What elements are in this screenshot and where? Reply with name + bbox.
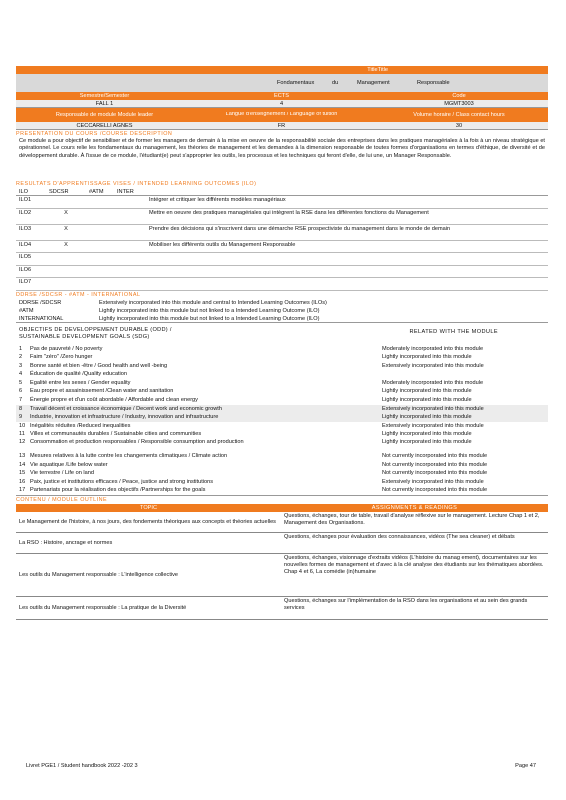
ilo-code: ILO3 <box>19 225 32 232</box>
sdg-related-label: RELATED WITH THE MODULE <box>409 328 498 335</box>
legend-row <box>16 307 548 315</box>
ilo-description: Intégrer et critiquer les différents modèles managériaux <box>149 197 286 203</box>
sdg-number: 6 <box>19 388 23 395</box>
ilo-col-atm: #ATM <box>89 189 104 195</box>
semester-header-row <box>16 92 548 100</box>
ilo-description <box>146 253 548 265</box>
sdg-goal: Inégalités réduites /Reduced inequalities <box>30 422 131 429</box>
sdg-number: 11 <box>19 431 25 438</box>
sdg-goal: Mesures relatives à la lutte contre les changements climatiques / Climate action <box>30 453 228 460</box>
ilo-description: Mettre en oeuvre des pratiques managériales qui intègrent la RSE dans les différentes fonctions du Management <box>149 209 429 216</box>
content-topic: La RSO : Histoire, ancrage et normes <box>19 539 113 546</box>
legend-heading: DDRSE /SDCSR - #ATM - INTERNATIONAL <box>16 291 141 298</box>
sdg-level: Lightly incorporated into this module <box>382 354 472 361</box>
sdg-number: 13 <box>19 453 26 460</box>
sdg-level: Lightly incorporated into this module <box>382 414 472 421</box>
sdg-row <box>16 396 548 405</box>
sdg-row <box>16 422 548 431</box>
sdg-number: 5 <box>19 379 23 386</box>
course-sheet <box>16 66 548 620</box>
sdg-level: Moderately incorporated into this module <box>382 345 484 352</box>
sdg-row <box>16 345 548 354</box>
sdg-level: Not currently incorporated into this module <box>382 470 488 477</box>
sdg-row <box>16 362 548 371</box>
ilo-row <box>16 225 548 241</box>
ilo-description: Prendre des décisions qui s'inscrivent dans une démarche RSE prospectiviste du management dans le monde de demain <box>149 225 451 232</box>
ilo-col-sdcsr: SDCSR <box>49 189 69 195</box>
content-topic: Les outils du Management responsable : La pratique de la Diversité <box>19 604 187 611</box>
ilo-row <box>16 266 548 279</box>
course-title-word-1: Fondamentaux <box>277 79 315 86</box>
sdg-number: 10 <box>19 422 26 429</box>
sdg-goal: Travail décent et croissance économique / Decent work and economic growth <box>30 405 222 412</box>
sdg-row <box>16 486 548 496</box>
ilo-mark: X <box>64 209 68 216</box>
ilo-mark: X <box>64 225 68 232</box>
sdg-goal: Bonne santé et bien -être / Good health and well -being <box>30 362 168 369</box>
ilo-row <box>16 209 548 225</box>
sdg-level: Not currently incorporated into this module <box>382 453 488 460</box>
sdg-level: Extensively incorporated into this module <box>382 422 484 429</box>
responsible-value-row <box>16 122 548 130</box>
sdg-goal: Egalité entre les sexes / Gender equality <box>30 379 131 386</box>
course-title-word-2: du <box>332 79 339 86</box>
sdg-goal: Eau propre et assainissement /Clean water and sanitation <box>30 388 174 395</box>
sdg-goal: Éducation de qualité /Quality education <box>30 371 128 378</box>
legend-row <box>16 315 548 323</box>
sdg-level: Lightly incorporated into this module <box>382 397 472 404</box>
sdg-number: 8 <box>19 405 23 412</box>
sdg-row <box>16 452 548 461</box>
content-row <box>16 554 548 597</box>
sdg-number: 2 <box>19 354 23 361</box>
ilo-row <box>16 253 548 266</box>
sdg-level: Extensively incorporated into this module <box>382 478 484 485</box>
ilo-column-header <box>16 188 548 196</box>
sdg-number: 12 <box>19 439 26 446</box>
legend-text: Lightly incorporated into this module but not linked to a Intended Learning Outcome (ILO) <box>99 307 320 314</box>
assignments-label: ASSIGNMENTS & READINGS <box>371 505 458 511</box>
sdg-level: Lightly incorporated into this module <box>382 439 472 446</box>
sdg-row <box>16 413 548 422</box>
course-title-word-4: Responsable <box>417 79 450 86</box>
sdg-number: 16 <box>19 478 26 485</box>
sdg-row <box>16 469 548 478</box>
ilo-col-inter: INTER <box>117 189 134 195</box>
sdg-row <box>16 461 548 470</box>
sdg-row <box>16 370 548 379</box>
code-value: MGMT3003 <box>444 101 474 107</box>
ilo-mark: X <box>64 241 68 248</box>
sdg-goal: Vie terrestre / Life on land <box>30 470 94 477</box>
legend-key: INTERNATIONAL <box>19 315 64 322</box>
sdg-goal: Partenariats pour la réalisation des objectifs /Partnerships for the goals <box>30 487 206 494</box>
responsible-label: Responsable de module Module leader <box>55 111 154 118</box>
sdg-row <box>16 405 548 414</box>
sdg-row <box>16 430 548 439</box>
ilo-table <box>16 196 548 291</box>
language-value: FR <box>277 123 286 129</box>
ilo-code: ILO2 <box>19 209 32 216</box>
ilo-code: ILO4 <box>19 241 32 248</box>
hours-label: Volume horaire / Class contact hours <box>413 111 505 118</box>
ilo-code: ILO7 <box>19 279 32 285</box>
sdg-goal: Paix, justice et institutions efficaces / Peace, justice and strong institutions <box>30 478 214 485</box>
sdg-goal: Industrie, innovation et infrastructure / Industry, innovation and infrastructure <box>30 414 219 421</box>
ilo-heading: RESULTATS D'APPRENTISSAGE VISES / INTENDED LEARNING OUTCOMES (ILO) <box>16 181 257 187</box>
presentation-text: Ce module a pour objectif de sensibiliser et de former les managers de demain à la mise en oeuvre de la responsabilité sociale des entreprises dans les pratiques managériales à la fois à un niveau stratégique et opérationnel. Le cours relie les fondamentaux du management, les théories de management et les demandes à la dimension responsable de toutes formes d'organisations en termes d'éthique, de diversité et de développement durable. À l'issue de ce module, l'étudiant(e) peut s'approprier les outils, les processus et les techniques qui feront d'elle, de lui une, un Manager Responsable. <box>19 138 545 159</box>
sdg-number: 14 <box>19 461 26 468</box>
language-label: Langue d'enseignement / Language of tuition <box>225 112 338 118</box>
legend-key: DDRSE /SDCSR <box>19 299 62 306</box>
content-header-row <box>16 504 548 512</box>
content-assignment: Questions, échanges, visionnage d'extraits vidéos (L'histoire du manag ement), documentaires sur les nouvelles formes de management et d'avec à la clé analyse des étudiants sur les thématiques abordées. Chap 4 et 6, La comédie (in)humaine <box>284 555 544 575</box>
sdg-number: 9 <box>19 414 23 421</box>
sdg-level: Not currently incorporated into this module <box>382 487 488 494</box>
sdg-number: 17 <box>19 487 26 494</box>
sdg-number: 7 <box>19 397 23 404</box>
footer-handbook: Livret PGE1 / Student handbook 2022 -202 3 <box>26 763 138 769</box>
topic-label: TOPIC <box>140 505 157 511</box>
sdg-level: Extensively incorporated into this module <box>382 405 484 412</box>
ilo-code: ILO1 <box>19 197 32 203</box>
content-row <box>16 512 548 533</box>
ilo-description <box>146 266 548 278</box>
content-topic: Le Management de l'histoire, à nos jours, des fondements théoriques aux concepts et théories actuelles <box>19 518 276 525</box>
sdg-level: Not currently incorporated into this module <box>382 461 488 468</box>
content-heading: CONTENU / MODULE OUTLINE <box>16 497 108 503</box>
semester-label: Semestre/Semester <box>79 93 130 99</box>
sdg-goal: Vie aquatique /Life below water <box>30 461 108 468</box>
ilo-mark <box>46 196 86 208</box>
sdg-number: 1 <box>19 345 23 352</box>
presentation-heading: PRESENTATION DU COURS /COURSE DESCRIPTION <box>16 131 173 137</box>
hours-value: 30 <box>455 123 463 129</box>
ilo-col-ilo: ILO <box>19 189 29 195</box>
ects-label: ECTS <box>274 93 289 99</box>
ilo-row <box>16 241 548 254</box>
sdg-goal: Consommation et production responsables / Responsible consumption and production <box>30 439 244 446</box>
sdg-row <box>16 353 548 362</box>
course-title-row <box>16 74 548 92</box>
ilo-mark <box>46 278 86 290</box>
sdg-level: Lightly incorporated into this module <box>382 431 472 438</box>
page-footer <box>26 763 536 769</box>
legend-row <box>16 299 548 307</box>
title-label: TitleTitle <box>367 67 388 73</box>
content-assignment: Questions, échanges sur l'implémentation de la RSO dans les organisations et au sein des grands services <box>284 598 528 611</box>
title-bar <box>16 66 548 74</box>
legend-text: Lightly incorporated into this module but not linked to a Intended Learning Outcome (ILO) <box>99 315 320 322</box>
content-assignment: Questions, échanges pour évaluation des connaissances, vidéos (The sea cleaner) et débats <box>284 534 515 540</box>
sdg-goal: Pas de pauvreté / No poverty <box>30 345 103 352</box>
sdg-goal: Villes et communautés durables / Sustainable cities and communities <box>30 431 202 438</box>
responsible-value: CECCARELLI AGNES <box>76 123 133 129</box>
content-assignment: Questions, échanges, tour de table, travail d'analyse réflexive sur le management. Lecture Chap 1 et 2, Management des Organisations. <box>284 513 540 526</box>
sdg-table <box>16 345 548 497</box>
sdg-row <box>16 478 548 487</box>
ilo-description: Mobiliser les différents outils du Management Responsable <box>149 241 296 248</box>
semester-value: FALL 1 <box>95 101 114 107</box>
sdg-goal: Faim "zéro" /Zero hunger <box>30 354 93 361</box>
ilo-description <box>146 278 548 290</box>
sdg-number: 15 <box>19 470 26 477</box>
content-topic: Les outils du Management responsable : L'intelligence collective <box>19 571 179 578</box>
ilo-row <box>16 196 548 209</box>
content-row <box>16 533 548 554</box>
responsible-header-row <box>16 108 548 122</box>
legend-text: Extensively incorporated into this module and central to Intended Learning Outcomes (ILOs) <box>99 299 327 306</box>
sdg-level: Lightly incorporated into this module <box>382 388 472 395</box>
ects-value: 4 <box>279 101 284 107</box>
sdg-heading: OBJECTIFS DE DEVELOPPEMENT DURABLE (ODD) / SUSTAINABLE DEVELOPMENT GOALS (SDG) <box>19 326 172 341</box>
ilo-code: ILO6 <box>19 266 32 273</box>
sdg-level: Moderately incorporated into this module <box>382 379 484 386</box>
footer-page-number: Page 47 <box>515 763 536 769</box>
sdg-number: 4 <box>19 371 23 378</box>
content-row <box>16 597 548 620</box>
course-title-word-3: Management <box>357 79 390 86</box>
ilo-mark <box>46 266 86 278</box>
sdg-level: Extensively incorporated into this module <box>382 362 484 369</box>
sdg-row <box>16 387 548 396</box>
sdg-goal: Énergie propre et d'un coût abordable / Affordable and clean energy <box>30 397 198 404</box>
sdg-number: 3 <box>19 362 23 369</box>
sdg-row <box>16 439 548 452</box>
ilo-code: ILO5 <box>19 254 32 260</box>
sdg-row <box>16 379 548 388</box>
ilo-row <box>16 278 548 291</box>
legend-key: #ATM <box>19 307 34 314</box>
sdg-level <box>378 370 548 379</box>
sdg-header <box>16 327 548 345</box>
semester-value-row <box>16 100 548 108</box>
ilo-mark <box>46 253 86 265</box>
code-label: Code <box>452 93 466 99</box>
